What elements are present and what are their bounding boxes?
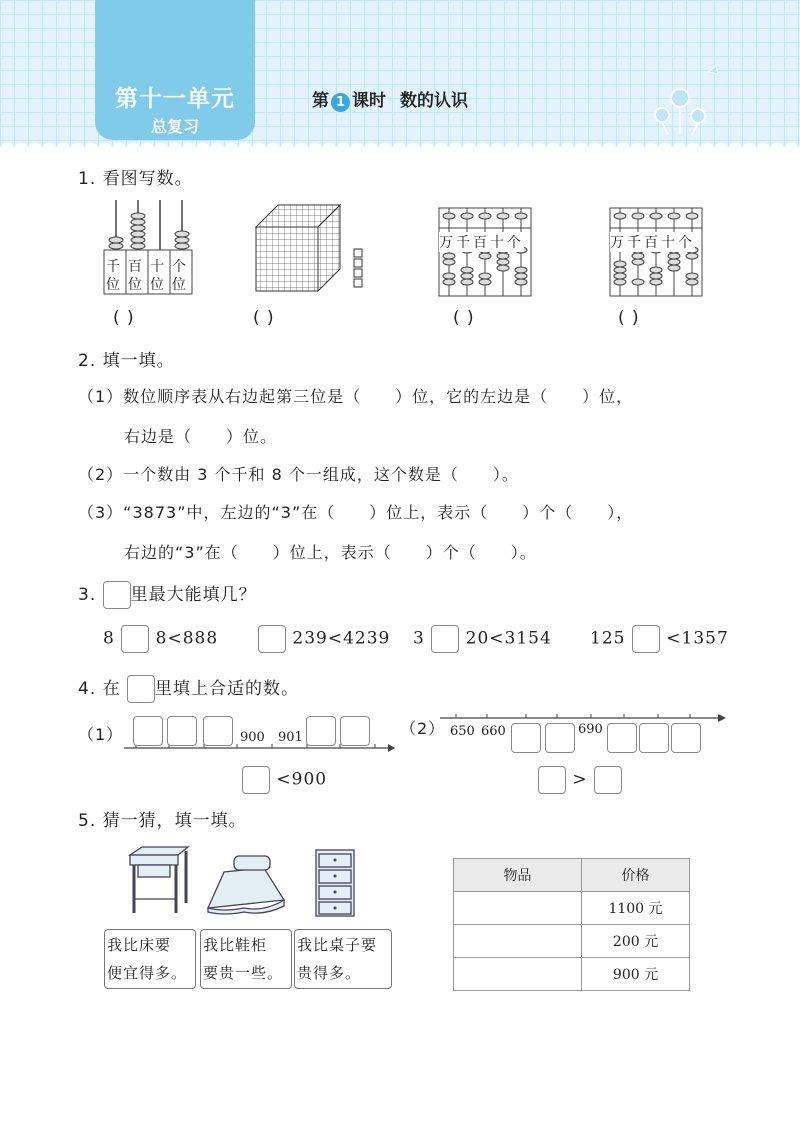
q4-part2-compare — [538, 766, 622, 794]
q3-item-pre: 125 — [590, 628, 626, 649]
lesson-title — [312, 86, 468, 112]
desk-icon — [124, 843, 194, 921]
abacus-figure-2 — [608, 206, 704, 298]
table-row — [454, 958, 690, 991]
tick-label: 901 — [278, 730, 303, 745]
tick-label: 650 — [450, 724, 475, 739]
lesson-topic: 数的认识 — [400, 91, 468, 111]
number-line-2-box[interactable] — [607, 723, 637, 753]
q1-answer-blank-1[interactable]: ( ) — [113, 308, 135, 328]
abacus-label: 千 — [627, 235, 644, 251]
abacus-figure-1 — [437, 206, 533, 298]
table-row — [454, 892, 690, 925]
abacus-1-labels — [439, 232, 524, 252]
abacus-2-labels — [610, 232, 695, 252]
bubble-line: 我比床要 — [107, 936, 172, 954]
bubble-line: 便宜得多。 — [107, 964, 188, 982]
speech-bubble-desk — [104, 929, 196, 989]
label-ones-place: 个位 — [172, 259, 186, 293]
q2-part3-line1: （3）“3873”中，左边的“3”在（ ）位上，表示（ ）个（ ）， — [78, 503, 634, 522]
q4-title-suffix: 里填上合适的数。 — [155, 679, 300, 699]
bubble-line: 要贵一些。 — [203, 964, 284, 982]
number-line-2-box[interactable] — [639, 723, 669, 753]
q3-answer-box[interactable] — [258, 625, 286, 653]
number-line-1-box[interactable] — [203, 716, 233, 746]
q2-part3-line2: 右边的“3”在（ ）位上，表示（ ）个（ ）。 — [124, 543, 537, 562]
label-tens-place: 十位 — [150, 259, 164, 293]
abacus-label: 万 — [439, 235, 456, 251]
unit-subtitle: 总复习 — [150, 117, 199, 136]
q5-title: 5. 猜一猜，填一填。 — [78, 811, 247, 831]
number-line-2-box[interactable] — [671, 723, 701, 753]
q1-answer-blank-3[interactable]: ( ) — [453, 308, 475, 328]
item-answer-cell[interactable] — [454, 925, 582, 958]
label-hundreds-place: 百位 — [128, 259, 142, 293]
abacus-label: 个 — [678, 235, 695, 251]
q3-item-pre: 3 — [413, 628, 425, 649]
price-cell: 200 元 — [582, 925, 690, 958]
speech-bubble-shoe-cabinet — [294, 929, 392, 989]
abacus-label: 百 — [644, 235, 661, 251]
number-line-1-box[interactable] — [133, 716, 163, 746]
q2-part1-line2: 右边是（ ）位。 — [124, 427, 278, 446]
q4-compare-box[interactable] — [242, 766, 270, 794]
q3-item-3 — [413, 625, 552, 653]
q3-item-post: <1357 — [666, 628, 729, 649]
table-row — [454, 925, 690, 958]
tick-label: 660 — [481, 724, 506, 739]
q3-title-suffix: 里最大能填几？ — [130, 585, 257, 605]
q3-item-pre: 8 — [103, 628, 115, 649]
q4-part1-compare — [242, 766, 327, 794]
q1-answer-blank-4[interactable]: ( ) — [618, 308, 640, 328]
table-header-row — [454, 859, 690, 892]
q3-item-1 — [103, 625, 218, 653]
item-answer-cell[interactable] — [454, 958, 582, 991]
unit-title: 第十一单元 — [115, 86, 235, 112]
thousand-cube-figure — [254, 203, 374, 295]
abacus-label: 万 — [610, 235, 627, 251]
number-line-1-box[interactable] — [167, 716, 197, 746]
lesson-prefix: 第 — [312, 91, 329, 111]
q1-answer-blank-2[interactable]: ( ) — [253, 308, 275, 328]
lesson-number-badge: 1 — [331, 93, 350, 112]
price-table — [453, 858, 690, 991]
abacus-label: 千 — [456, 235, 473, 251]
number-line-2-box[interactable] — [545, 723, 575, 753]
price-cell: 1100 元 — [582, 892, 690, 925]
q4-part1-label: （1） — [78, 725, 124, 744]
q3-title-prefix: 3. — [78, 585, 97, 605]
shoe-cabinet-icon — [310, 846, 360, 920]
number-line-1-box[interactable] — [340, 716, 370, 746]
q2-part1-line1: （1）数位顺序表从右边起第三位是（ ）位，它的左边是（ ）位， — [78, 387, 634, 406]
q4-part2-label: （2） — [400, 719, 446, 738]
q3-item-2 — [258, 625, 390, 653]
number-line-2-box[interactable] — [511, 723, 541, 753]
q4-compare-text: <900 — [276, 769, 328, 790]
q3-item-post: 20<3154 — [465, 628, 552, 649]
tick-label: 900 — [240, 730, 265, 745]
column-header-item: 物品 — [454, 859, 582, 892]
abacus-label: 十 — [661, 235, 678, 251]
q3-item-post: 239<4239 — [292, 628, 391, 649]
q1-title: 1. 看图写数。 — [78, 169, 193, 189]
q4-title-prefix: 4. 在 — [78, 679, 121, 699]
item-answer-cell[interactable] — [454, 892, 582, 925]
answer-box-icon — [127, 675, 155, 703]
answer-box-icon — [103, 581, 131, 609]
bubble-line: 我比鞋柜 — [203, 936, 268, 954]
speech-bubble-bed — [200, 929, 292, 989]
q4-compare-text: > — [572, 769, 588, 790]
flower-decoration-icon — [640, 60, 730, 135]
tick-label: 690 — [578, 722, 603, 737]
q2-title: 2. 填一填。 — [78, 351, 175, 371]
q3-title — [78, 580, 257, 609]
q3-answer-box[interactable] — [431, 625, 459, 653]
abacus-label: 百 — [473, 235, 490, 251]
bubble-line: 我比桌子要 — [297, 936, 378, 954]
abacus-label: 十 — [490, 235, 507, 251]
q2-part2: （2）一个数由 3 个千和 8 个一组成，这个数是（ ）。 — [78, 465, 519, 484]
column-header-price: 价格 — [582, 859, 690, 892]
q4-compare-box[interactable] — [594, 766, 622, 794]
bubble-line: 贵得多。 — [297, 964, 362, 982]
price-cell: 900 元 — [582, 958, 690, 991]
q3-item-post: 8<888 — [155, 628, 219, 649]
q4-compare-box[interactable] — [538, 766, 566, 794]
abacus-label: 个 — [507, 235, 524, 251]
lesson-suffix: 课时 — [352, 91, 386, 111]
q3-item-4 — [590, 625, 729, 653]
label-thousands-place: 千位 — [106, 259, 120, 293]
bed-icon — [204, 850, 288, 916]
number-line-1-box[interactable] — [306, 716, 336, 746]
q3-answer-box[interactable] — [121, 625, 149, 653]
q4-title — [78, 674, 299, 703]
q3-answer-box[interactable] — [632, 625, 660, 653]
